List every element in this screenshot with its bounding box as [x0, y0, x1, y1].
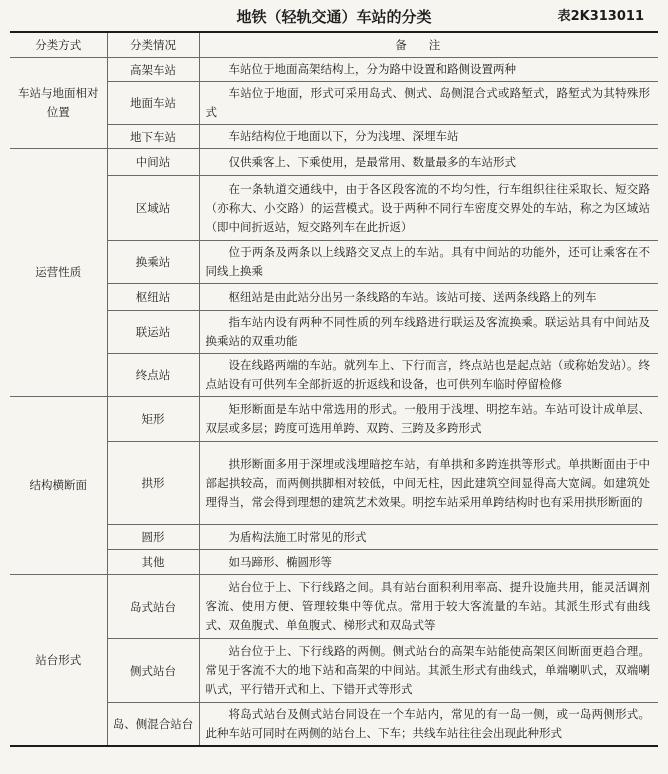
row-type: 换乘站: [107, 241, 199, 284]
row-note: 枢纽站是由此站分出另一条线路的车站。该站可接、送两条线路上的列车: [199, 284, 658, 311]
table-row: [10, 639, 658, 703]
table-row: [10, 311, 658, 354]
row-note: 车站位于地面高架结构上，分为路中设置和路侧设置两种: [199, 58, 658, 82]
row-type: 中间站: [107, 149, 199, 176]
row-type: 枢纽站: [107, 284, 199, 311]
row-type: 岛式站台: [107, 575, 199, 639]
group-category: 车站与地面相对位置: [10, 58, 107, 149]
row-type: 岛、侧混合站台: [107, 703, 199, 747]
table-row: [10, 58, 658, 82]
header-method: 分类方式: [10, 32, 107, 58]
table-row: [10, 176, 658, 241]
row-note: 为盾构法施工时常见的形式: [199, 525, 658, 550]
row-type: 联运站: [107, 311, 199, 354]
table-code: 表2K313011: [557, 9, 644, 24]
table-row: [10, 703, 658, 747]
table-row: [10, 241, 658, 284]
table-title: 地铁（轻轨交通）车站的分类: [236, 8, 432, 26]
row-type: 拱形: [107, 442, 199, 525]
table-row: [10, 550, 658, 575]
row-note: 在一条轨道交通线中，由于各区段客流的不均匀性，行车组织往往采取长、短交路（亦称大、小交路）的运营模式。设于两种不同行车密度交界处的车站，称之为区域站（即中间折返站，短交路列车在此折返）: [199, 176, 658, 241]
classification-table: [10, 31, 658, 747]
row-note: 车站结构位于地面以下，分为浅埋、深埋车站: [199, 125, 658, 149]
table-row: [10, 125, 658, 149]
row-type: 矩形: [107, 397, 199, 442]
table-row: [10, 354, 658, 397]
row-note: 拱形断面多用于深埋或浅埋暗挖车站，有单拱和多跨连拱等形式。单拱断面由于中部起拱较高，而两侧拱脚相对较低，中间无柱，因此建筑空间显得高大宽阔。如建筑处理得当，常会得到理想的建筑艺术效果。明挖车站采用单跨结构时也有采用拱形断面的: [199, 442, 658, 525]
table-row: [10, 149, 658, 176]
row-note: 指车站内设有两种不同性质的列车线路进行联运及客流换乘。联运站具有中间站及换乘站的双重功能: [199, 311, 658, 354]
row-note: 仅供乘客上、下乘使用，是最常用、数量最多的车站形式: [199, 149, 658, 176]
group-category: 站台形式: [10, 575, 107, 747]
table-row: [10, 525, 658, 550]
row-type: 区域站: [107, 176, 199, 241]
table-row: [10, 442, 658, 525]
row-type: 地面车站: [107, 82, 199, 125]
row-note: 设在线路两端的车站。就列车上、下行而言，终点站也是起点站（或称始发站）。终点站设有可供列车全部折返的折返线和设备，也可供列车临时停留检修: [199, 354, 658, 397]
row-type: 侧式站台: [107, 639, 199, 703]
row-note: 站台位于上、下行线路的两侧。侧式站台的高架车站能使高架区间断面更趋合理。常见于客流不大的地下站和高架的中间站。其派生形式有曲线式，单端喇叭式，双端喇叭式，平行错开式和上、下错开式等形式: [199, 639, 658, 703]
header-note: 备注: [199, 32, 658, 58]
group-category: 运营性质: [10, 149, 107, 397]
row-type: 高架车站: [107, 58, 199, 82]
row-note: 车站位于地面，形式可采用岛式、侧式、岛侧混合式或路堑式，路堑式为其特殊形式: [199, 82, 658, 125]
row-type: 终点站: [107, 354, 199, 397]
row-note: 如马蹄形、椭圆形等: [199, 550, 658, 575]
row-note: 站台位于上、下行线路之间。具有站台面积利用率高、提升设施共用，能灵活调剂客流、使用方便、管理较集中等优点。常用于较大客流量的车站。其派生形式有曲线式、双鱼腹式、单鱼腹式、梯形式和双岛式等: [199, 575, 658, 639]
table-row: [10, 575, 658, 639]
row-type: 地下车站: [107, 125, 199, 149]
table-row: [10, 397, 658, 442]
row-note: 矩形断面是车站中常选用的形式。一般用于浅埋、明挖车站。车站可设计成单层、双层或多层；跨度可选用单跨、双跨、三跨及多跨形式: [199, 397, 658, 442]
header-type: 分类情况: [107, 32, 199, 58]
group-category: 结构横断面: [10, 397, 107, 575]
table-row: [10, 284, 658, 311]
row-type: 圆形: [107, 525, 199, 550]
header-row: [10, 32, 658, 58]
row-type: 其他: [107, 550, 199, 575]
table-row: [10, 82, 658, 125]
row-note: 位于两条及两条以上线路交叉点上的车站。具有中间站的功能外，还可让乘客在不同线上换乘: [199, 241, 658, 284]
row-note: 将岛式站台及侧式站台同设在一个车站内，常见的有一岛一侧，或一岛两侧形式。此种车站可同时在两侧的站台上、下车；共线车站往往会出现此种形式: [199, 703, 658, 747]
